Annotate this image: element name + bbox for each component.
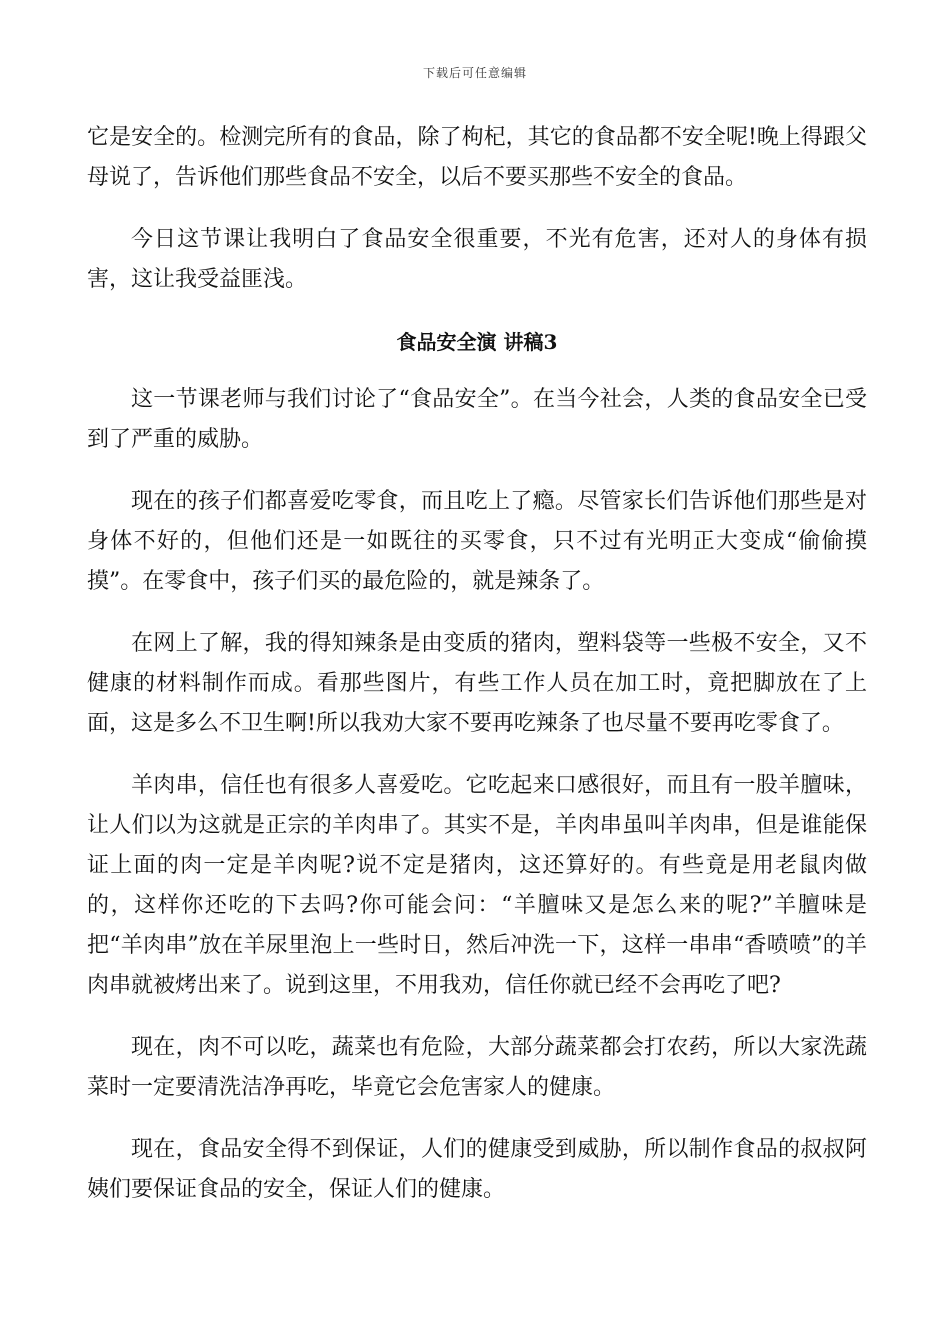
- document-body: [87, 118, 867, 1232]
- page-header: 下载后可任意编辑: [422, 66, 527, 80]
- paragraph-continuation: 它是安全的。检测完所有的食品，除了枸杞，其它的食品都不安全呢!晚上得跟父母说了，告诉他们那些食品不安全，以后不要买那些不安全的食品。: [87, 125, 867, 190]
- paragraph: 在网上了解，我的得知辣条是由变质的猪肉，塑料袋等一些极不安全，又不健康的材料制作而成。看那些图片，有些工作人员在加工时，竟把脚放在了上面，这是多么不卫生啊!所以我劝大家不要再吃辣条了也尽量不要再吃零食了。: [87, 631, 867, 736]
- paragraph-conclusion: 今日这节课让我明白了食品安全很重要，不光有危害，还对人的身体有损害，这让我受益匪浅。: [87, 227, 867, 292]
- paragraph: 现在，食品安全得不到保证，人们的健康受到威胁，所以制作食品的叔叔阿姨们要保证食品的安全，保证人们的健康。: [87, 1137, 867, 1202]
- paragraph: 现在，肉不可以吃，蔬菜也有危险，大部分蔬菜都会打农药，所以大家洗蔬菜时一定要清洗洁净再吃，毕竟它会危害家人的健康。: [87, 1035, 867, 1100]
- paragraph: 现在的孩子们都喜爱吃零食，而且吃上了瘾。尽管家长们告诉他们那些是对身体不好的，但他们还是一如既往的买零食，只不过有光明正大变成“偷偷摸摸”。在零食中，孩子们买的最危险的，就是辣条了。: [87, 489, 867, 594]
- paragraph: 这一节课老师与我们讨论了“食品安全”。在当今社会，人类的食品安全已受到了严重的威胁。: [87, 387, 867, 452]
- section-title: 食品安全演 讲稿3: [396, 330, 558, 354]
- paragraph: 羊肉串，信任也有很多人喜爱吃。它吃起来口感很好，而且有一股羊膻味，让人们以为这就是正宗的羊肉串了。其实不是，羊肉串虽叫羊肉串，但是谁能保证上面的肉一定是羊肉呢?说不定是猪肉，这还算好的。有些竟是用老鼠肉做的，这样你还吃的下去吗?你可能会问：“羊膻味又是怎么来的呢?”羊膻味是把“羊肉串”放在羊尿里泡上一些时日，然后冲洗一下，这样一串串“香喷喷”的羊肉串就被烤出来了。说到这里，不用我劝，信任你就已经不会再吃了吧?: [87, 773, 867, 998]
